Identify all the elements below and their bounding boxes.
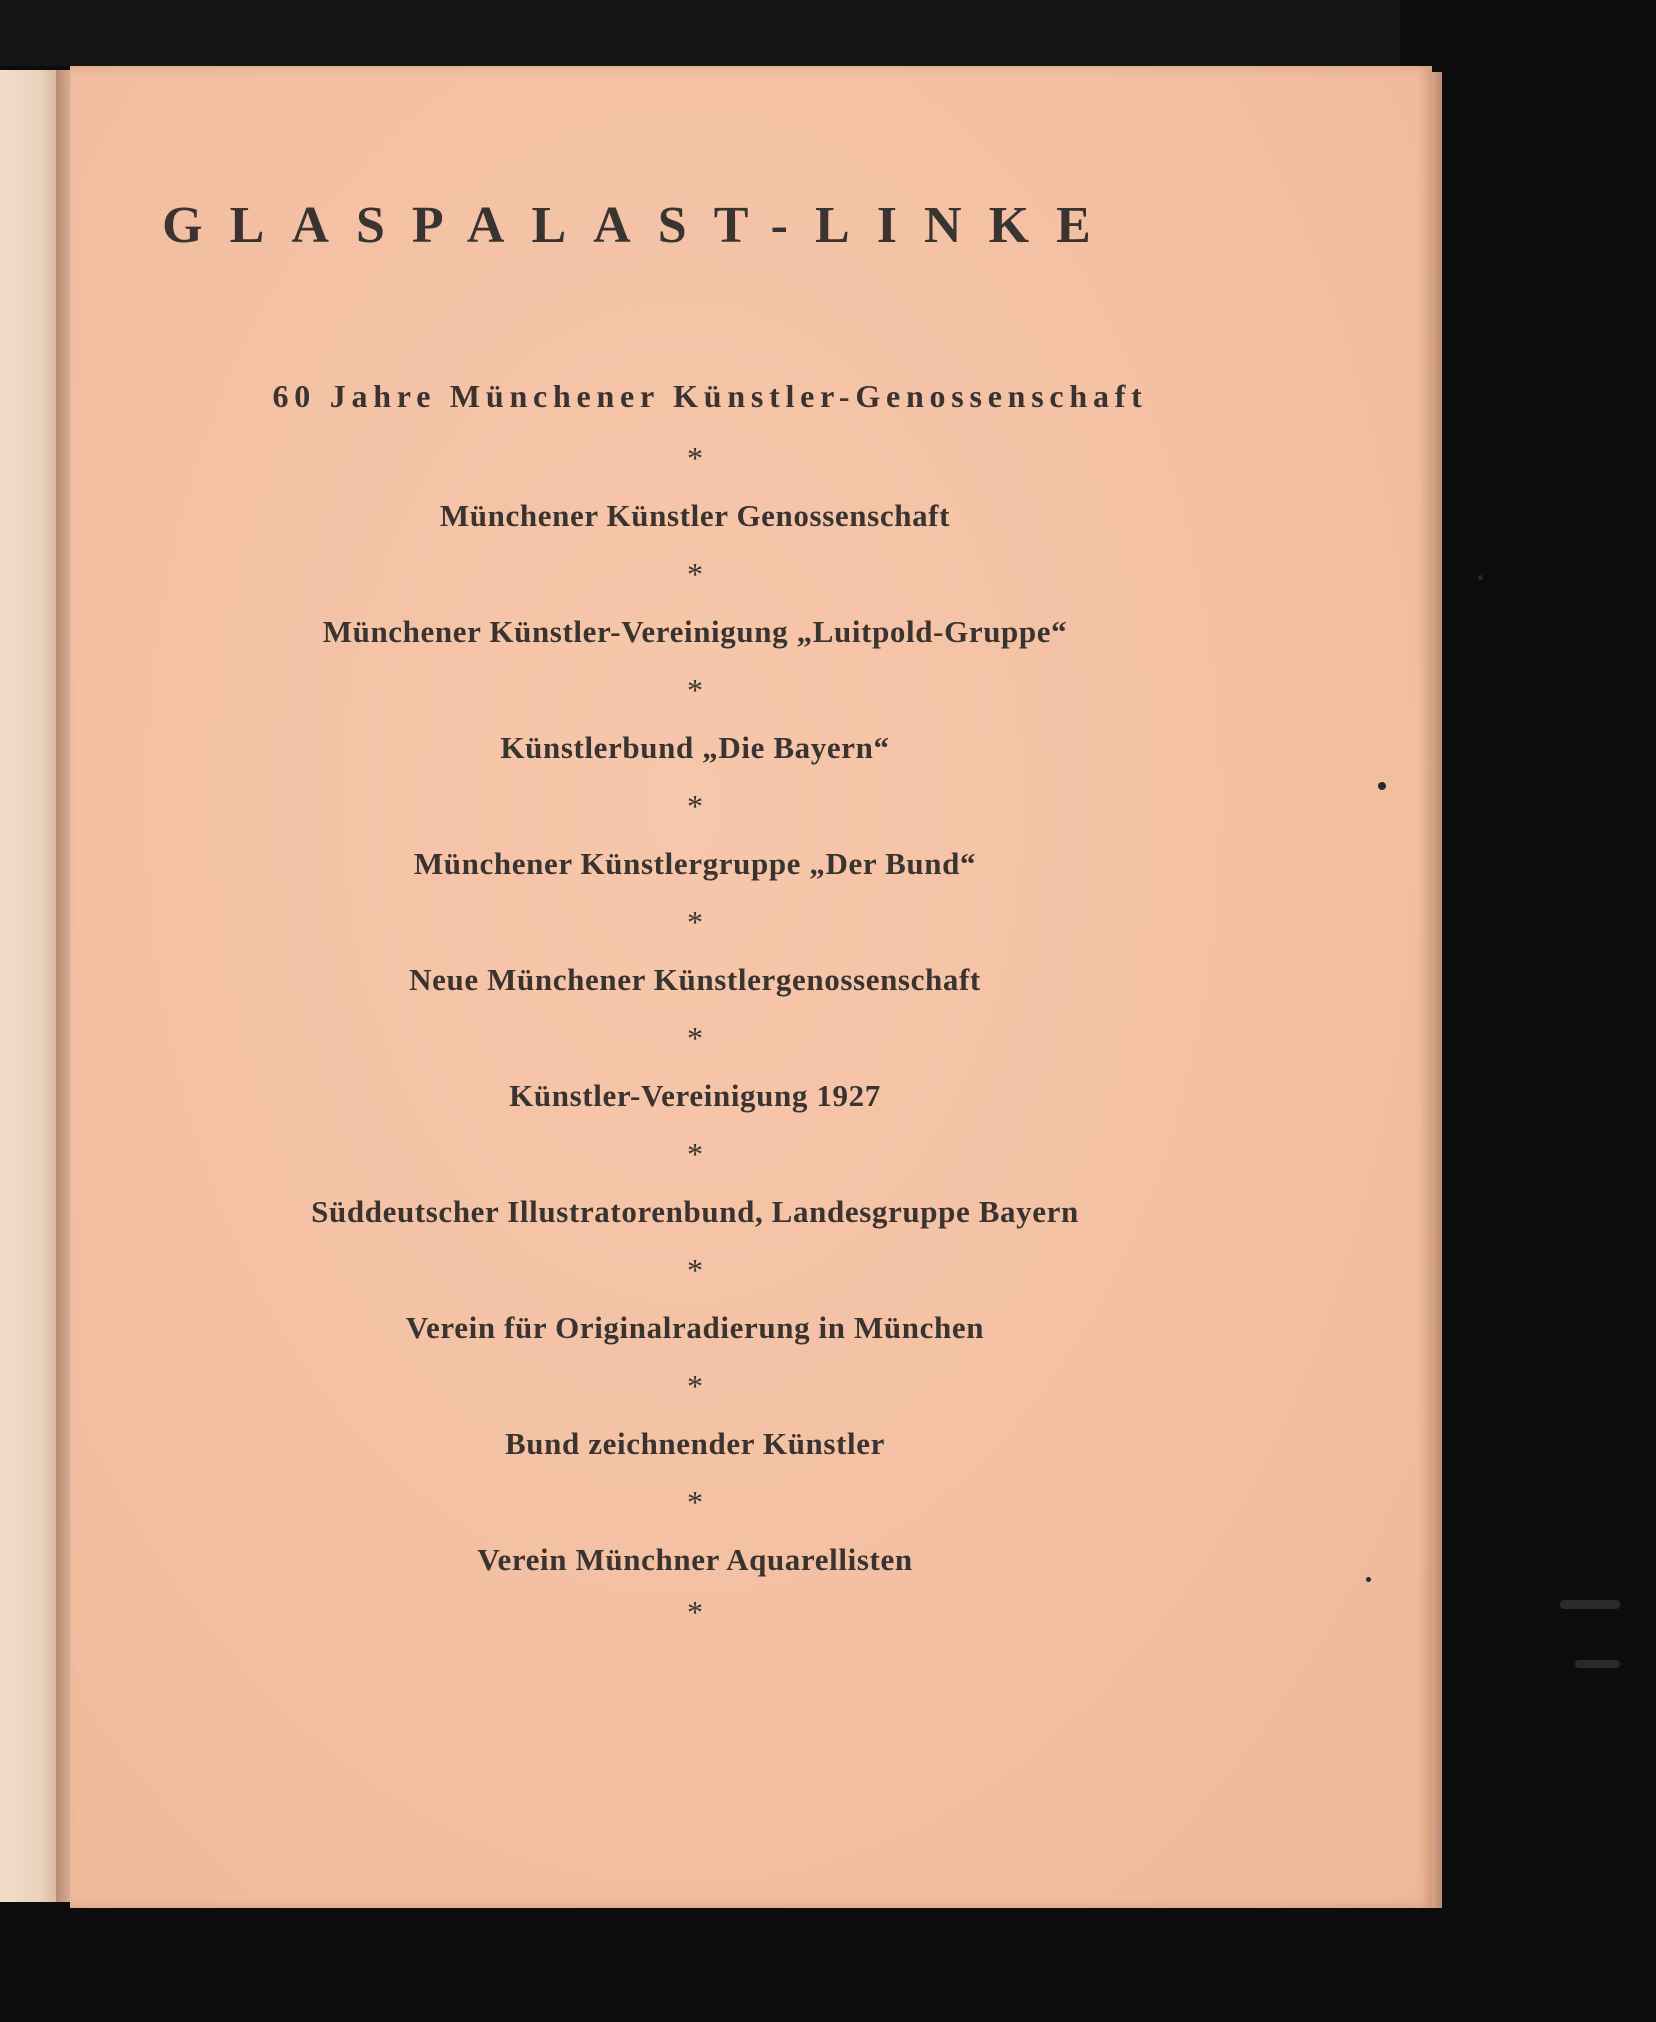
dust-speck [1378,782,1386,790]
separator-star: * [687,440,703,476]
group-item: Verein Münchner Aquarellisten [477,1542,913,1577]
group-item: Künstler-Vereinigung 1927 [509,1078,881,1113]
group-item: Münchener Künstlergruppe „Der Bund“ [413,846,977,881]
dust-speck [1560,1600,1620,1609]
dust-speck [1575,1660,1620,1668]
group-item: Münchener Künstler Genossenschaft [439,498,951,533]
separator-star: * [687,1136,703,1172]
group-list [90,432,1300,1632]
group-item: Süddeutscher Illustratorenbund, Landesgruppe Bayern [311,1194,1079,1229]
separator-star: * [687,556,703,592]
group-item: Künstlerbund „Die Bayern“ [500,730,890,765]
separator-star: * [687,1252,703,1288]
separator-star: * [687,672,703,708]
page-title: GLASPALAST-LINKE [162,197,1118,254]
separator-star: * [687,788,703,824]
page-right-edge [1432,72,1442,1908]
group-item: Bund zeichnender Künstler [504,1426,886,1461]
group-item: Neue Münchener Künstlergenossenschaft [409,962,981,997]
page-subtitle: 60 Jahre Münchener Künstler-Genossenschaft [272,378,1148,414]
group-item: Verein für Originalradierung in München [405,1310,985,1345]
dust-speck [1478,575,1483,580]
book-gutter [56,70,70,1902]
group-item: Münchener Künstler-Vereinigung „Luitpold-Gruppe“ [322,614,1068,649]
separator-star: * [687,1368,703,1404]
scan-background-top [0,0,1400,66]
dust-speck [1366,1577,1371,1582]
separator-star: * [687,1484,703,1520]
separator-star: * [687,1594,703,1630]
left-page-edge [0,70,58,1902]
separator-star: * [687,1020,703,1056]
separator-star: * [687,904,703,940]
